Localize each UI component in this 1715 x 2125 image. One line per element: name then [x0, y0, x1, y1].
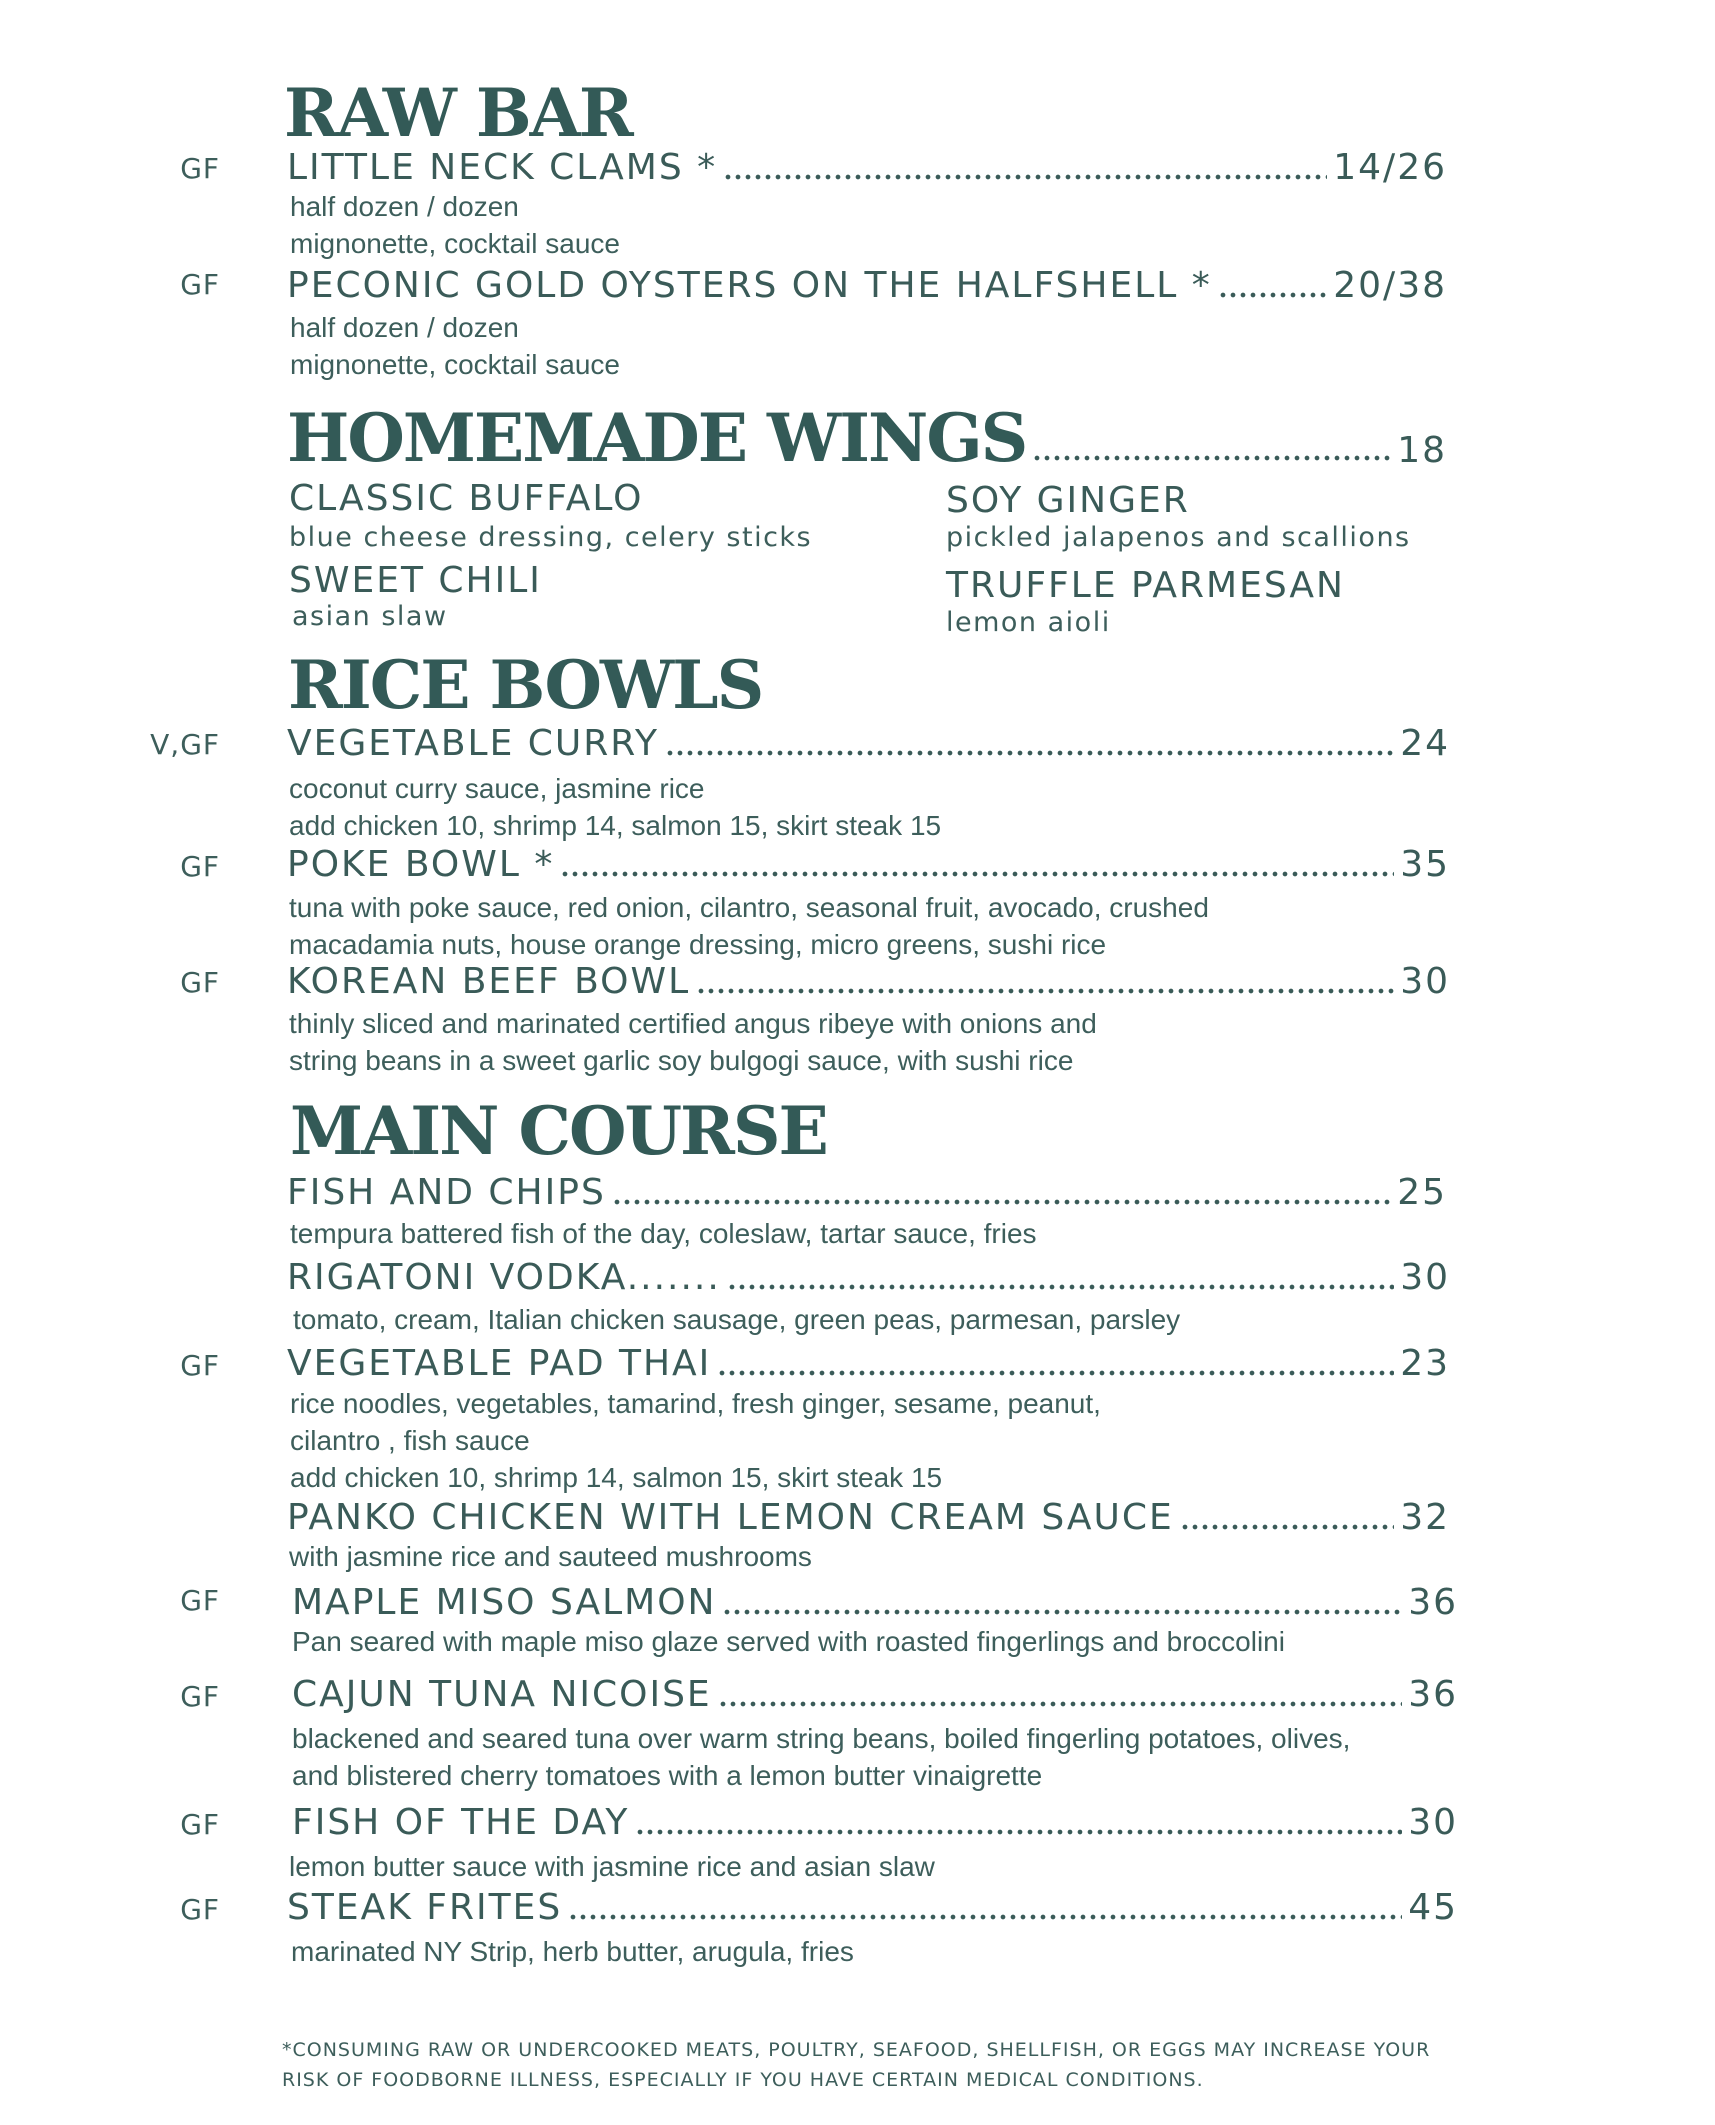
menu-item-row: [287, 1258, 1450, 1298]
menu-item-row: [287, 1344, 1450, 1384]
menu-item-description: string beans in a sweet garlic soy bulgogi sauce, with sushi rice: [289, 1045, 1074, 1076]
menu-item-price: 32: [1400, 1497, 1450, 1538]
menu-item-price: 30: [1400, 1257, 1450, 1298]
wing-flavor-name: CLASSIC BUFFALO: [289, 478, 644, 519]
wing-flavor-description: asian slaw: [292, 601, 448, 632]
dietary-tag: V,GF: [150, 728, 220, 761]
wing-flavor-description: blue cheese dressing, celery sticks: [289, 522, 813, 553]
dot-leader: [717, 1370, 1394, 1376]
dot-leader: [722, 1609, 1402, 1615]
wing-flavor-name: SOY GINGER: [946, 480, 1190, 521]
menu-item-row: [287, 1173, 1447, 1213]
menu-item-row: [287, 845, 1450, 885]
menu-item-description: macadamia nuts, house orange dressing, micro greens, sushi rice: [289, 929, 1107, 960]
menu-item-description: coconut curry sauce, jasmine rice: [289, 773, 705, 804]
menu-item-row: [287, 266, 1447, 306]
dot-leader: [718, 1701, 1403, 1707]
wing-flavor-description: pickled jalapenos and scallions: [946, 522, 1411, 553]
menu-item-description: add chicken 10, shrimp 14, salmon 15, skirt steak 15: [289, 810, 942, 841]
dietary-tag: GF: [180, 1584, 220, 1617]
menu-item-description: tuna with poke sauce, red onion, cilantro, seasonal fruit, avocado, crushed: [289, 892, 1209, 923]
menu-item-description: cilantro , fish sauce: [290, 1425, 530, 1456]
menu-item-name: RIGATONI VODKA.......: [287, 1257, 721, 1298]
dietary-tag: GF: [180, 268, 220, 301]
dietary-tag: GF: [180, 152, 220, 185]
dietary-tag: GF: [180, 1808, 220, 1841]
menu-item-description: lemon butter sauce with jasmine rice and asian slaw: [289, 1851, 935, 1882]
menu-item-name: POKE BOWL *: [287, 844, 555, 885]
section-title-rice-bowls: RICE BOWLS: [288, 646, 763, 724]
menu-item-description: rice noodles, vegetables, tamarind, fresh ginger, sesame, peanut,: [290, 1388, 1101, 1419]
menu-item-description: mignonette, cocktail sauce: [290, 349, 620, 380]
section-title-main-course: MAIN COURSE: [290, 1092, 827, 1170]
dot-leader: [635, 1829, 1402, 1835]
dot-leader: [665, 750, 1394, 756]
dot-leader: [696, 988, 1394, 994]
dietary-tag: GF: [180, 850, 220, 883]
menu-item-description: and blistered cherry tomatoes with a lemon butter vinaigrette: [292, 1760, 1043, 1791]
dietary-tag: GF: [180, 1680, 220, 1713]
menu-item-name: MAPLE MISO SALMON: [292, 1582, 717, 1623]
menu-item-price: 36: [1408, 1674, 1458, 1715]
dot-leader: [1218, 292, 1327, 298]
dot-leader: [568, 1914, 1402, 1920]
menu-item-price: 25: [1397, 1172, 1447, 1213]
wing-flavor-name: TRUFFLE PARMESAN: [946, 565, 1345, 606]
menu-item-row: [292, 1583, 1458, 1623]
menu-item-description: marinated NY Strip, herb butter, arugula, fries: [291, 1936, 854, 1967]
menu-item-name: FISH OF THE DAY: [292, 1802, 630, 1843]
menu-item-name: PECONIC GOLD OYSTERS ON THE HALFSHELL *: [287, 265, 1212, 306]
dot-leader: [612, 1199, 1391, 1205]
menu-item-price: 14/26: [1333, 147, 1447, 188]
menu-item-name: FISH AND CHIPS: [287, 1172, 606, 1213]
menu-item-description: blackened and seared tuna over warm string beans, boiled fingerling potatoes, olives,: [292, 1723, 1351, 1754]
menu-item-price: 36: [1408, 1582, 1458, 1623]
dietary-tag: GF: [180, 1893, 220, 1926]
menu-item-description: thinly sliced and marinated certified angus ribeye with onions and: [289, 1008, 1097, 1039]
menu-item-price: 30: [1408, 1802, 1458, 1843]
menu-item-name: LITTLE NECK CLAMS *: [287, 147, 718, 188]
dot-leader: [1180, 1524, 1394, 1530]
wings-header-row: [287, 399, 1447, 477]
menu-item-row: [287, 962, 1450, 1002]
menu-item-row: [287, 1888, 1458, 1928]
wings-price: 18: [1397, 430, 1447, 472]
menu-item-description: tempura battered fish of the day, coleslaw, tartar sauce, fries: [290, 1218, 1037, 1249]
wing-flavor-name: SWEET CHILI: [289, 560, 542, 601]
dot-leader: [1032, 455, 1391, 461]
menu-item-price: 30: [1400, 961, 1450, 1002]
menu-item-description: tomato, cream, Italian chicken sausage, green peas, parmesan, parsley: [293, 1304, 1181, 1335]
menu-item-price: 45: [1408, 1887, 1458, 1928]
menu-item-price: 23: [1400, 1343, 1450, 1384]
menu-item-name: VEGETABLE CURRY: [287, 723, 659, 764]
dot-leader: [727, 1284, 1394, 1290]
menu-item-description: add chicken 10, shrimp 14, salmon 15, skirt steak 15: [290, 1462, 943, 1493]
menu-item-row: [287, 1498, 1450, 1538]
section-title-raw-bar: RAW BAR: [284, 74, 632, 152]
menu-item-name: VEGETABLE PAD THAI: [287, 1343, 712, 1384]
menu-item-price: 35: [1400, 844, 1450, 885]
dietary-tag: GF: [180, 1349, 220, 1382]
dot-leader: [560, 871, 1394, 877]
menu-item-name: CAJUN TUNA NICOISE: [292, 1674, 712, 1715]
menu-item-description: with jasmine rice and sauteed mushrooms: [289, 1541, 812, 1572]
menu-item-description: Pan seared with maple miso glaze served with roasted fingerlings and broccolini: [292, 1626, 1285, 1657]
menu-item-row: [287, 148, 1447, 188]
section-title-wings: HOMEMADE WINGS: [287, 399, 1027, 477]
menu-item-name: STEAK FRITES: [287, 1887, 563, 1928]
menu-item-price: 20/38: [1333, 265, 1447, 306]
menu-item-description: mignonette, cocktail sauce: [290, 228, 620, 259]
menu-item-row: [292, 1803, 1458, 1843]
raw-food-disclaimer: *CONSUMING RAW OR UNDERCOOKED MEATS, POULTRY, SEAFOOD, SHELLFISH, OR EGGS MAY INCREASE YOUR RISK OF FOODBORNE ILLNESS, ESPECIALLY IF YOU HAVE CERTAIN MEDICAL CONDITIONS.: [282, 2039, 1431, 2091]
wing-flavor-description: lemon aioli: [946, 607, 1111, 638]
menu-item-name: KOREAN BEEF BOWL: [287, 961, 691, 1002]
dot-leader: [723, 174, 1327, 180]
dietary-tag: GF: [180, 966, 220, 999]
menu-item-row: [287, 724, 1450, 764]
menu-item-description: half dozen / dozen: [290, 312, 519, 343]
menu-item-description: half dozen / dozen: [290, 191, 519, 222]
menu-item-row: [292, 1675, 1458, 1715]
menu-item-price: 24: [1400, 723, 1450, 764]
menu-item-name: PANKO CHICKEN WITH LEMON CREAM SAUCE: [287, 1497, 1174, 1538]
